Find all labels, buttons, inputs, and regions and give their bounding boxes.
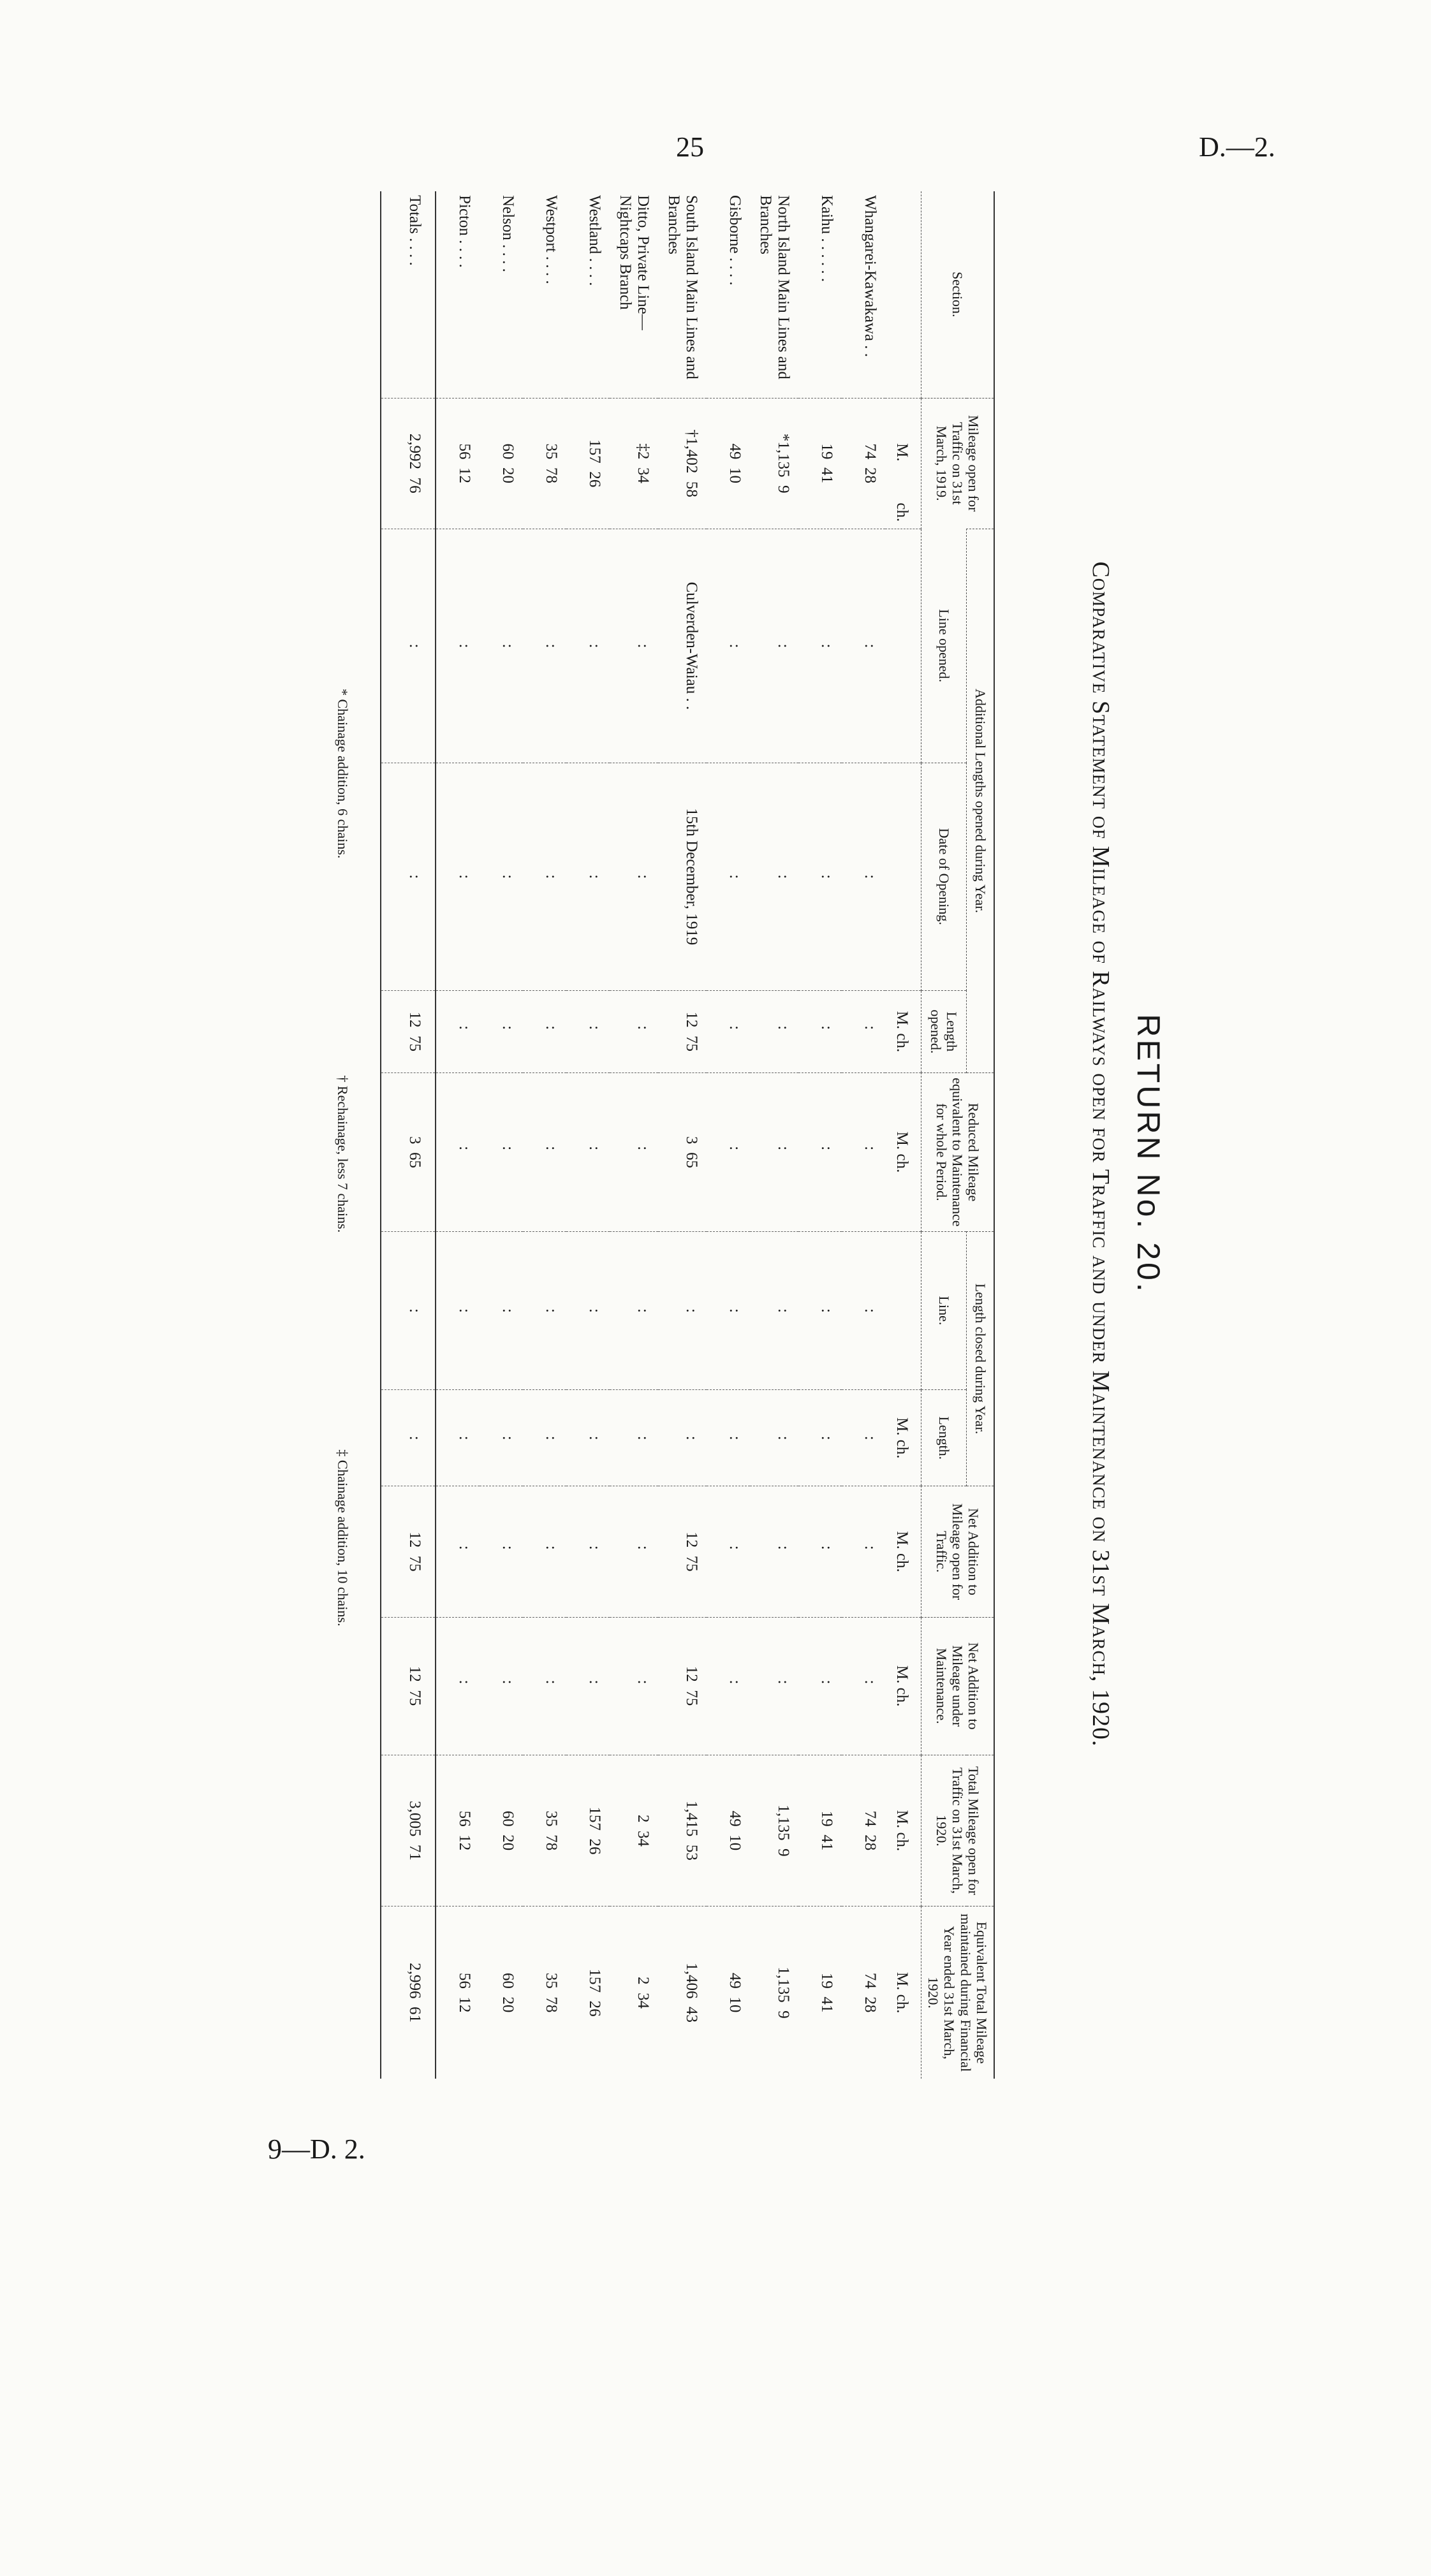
unit-ch: ch.	[893, 1553, 911, 1572]
miles-value: 1,135	[774, 1966, 792, 2003]
closed-line: :	[682, 1308, 700, 1313]
miles-value: 2,996	[406, 1963, 423, 1999]
miles-value: 60	[499, 1810, 517, 1827]
miles-value: :	[818, 1146, 835, 1151]
unit-ch: ch.	[893, 1153, 911, 1173]
header-closed-length: Length.	[921, 1390, 966, 1486]
miles-value: 2	[634, 1977, 652, 1985]
section-name: Whangarei-Kawakawa . .	[861, 195, 879, 358]
closed-length: :	[634, 1435, 652, 1440]
date-of-opening: :	[861, 874, 879, 879]
miles-value: 35	[542, 1810, 560, 1827]
miles-value: :	[634, 1025, 652, 1030]
header-net-maintenance: Net Addition to Mileage under Maintenance.	[921, 1617, 994, 1755]
miles-value: :	[818, 1680, 835, 1685]
chains-value: 61	[406, 2007, 423, 2023]
date-of-opening: :	[406, 874, 423, 879]
date-of-opening: :	[499, 874, 517, 879]
miles-value: :	[585, 1545, 603, 1550]
chains-value: 9	[774, 485, 792, 494]
table-row	[750, 191, 798, 2079]
miles-value: 49	[726, 443, 744, 460]
closed-length: :	[542, 1435, 560, 1440]
unit-m: M.	[893, 1131, 911, 1150]
closed-line: :	[774, 1308, 792, 1313]
miles-value: :	[861, 1680, 879, 1685]
miles-value: 19	[818, 1972, 835, 1989]
miles-value: :	[634, 1146, 652, 1151]
chains-value: 65	[682, 1152, 700, 1168]
line-opened: :	[499, 643, 517, 648]
table-row	[707, 191, 750, 2079]
return-subtitle: Comparative Statement of Mileage of Railways open for Traffic and under Maintenance on 31st March, 1920.	[1087, 561, 1114, 1747]
miles-value: 12	[682, 1532, 700, 1548]
miles-value: :	[499, 1146, 517, 1151]
miles-value: †1,402	[682, 429, 700, 474]
line-opened: Culverden-Waiau . .	[682, 582, 700, 710]
unit-m: M.	[893, 1011, 911, 1030]
unit-ch: ch.	[893, 1832, 911, 1852]
rotated-return-block	[198, 172, 1180, 2136]
header-net-traffic: Net Addition to Mileage open for Traffic.	[921, 1486, 994, 1617]
closed-line: :	[634, 1308, 652, 1313]
closed-length: :	[455, 1435, 473, 1440]
unit-ch: ch.	[893, 502, 911, 522]
miles-value: :	[774, 1680, 792, 1685]
miles-value: :	[818, 1545, 835, 1550]
table-row	[480, 191, 523, 2079]
miles-value: 3,005	[406, 1801, 423, 1837]
table-row	[658, 191, 707, 2079]
header-date-opening: Date of Opening.	[921, 763, 966, 990]
miles-value: :	[499, 1025, 517, 1030]
miles-value: :	[585, 1146, 603, 1151]
chains-value: 9	[774, 1848, 792, 1857]
closed-length: :	[818, 1435, 835, 1440]
closed-line: :	[406, 1308, 423, 1313]
miles-value: 12	[682, 1665, 700, 1682]
unit-m: M.	[893, 1810, 911, 1829]
section-name: Westland . . . .	[585, 195, 603, 286]
miles-value: :	[634, 1545, 652, 1550]
table-row	[436, 191, 480, 2079]
miles-value: 12	[682, 1011, 700, 1028]
closed-length: :	[585, 1435, 603, 1440]
miles-value: :	[818, 1025, 835, 1030]
chains-value: 75	[682, 1690, 700, 1706]
table-row	[798, 191, 842, 2079]
section-name: Picton . . . .	[455, 195, 473, 268]
line-opened: :	[585, 643, 603, 648]
header-line-opened: Line opened.	[921, 529, 966, 763]
closed-line: :	[499, 1308, 517, 1313]
footnote: † Rechainage, less 7 chains.	[335, 1075, 351, 1233]
chains-value: 75	[406, 1690, 423, 1706]
miles-value: 12	[406, 1665, 423, 1682]
return-title: RETURN No. 20.	[1131, 1014, 1166, 1294]
chains-value: 20	[499, 1834, 517, 1851]
miles-value: 49	[726, 1972, 744, 1989]
closed-length: :	[499, 1435, 517, 1440]
header-equivalent: Equivalent Total Mileage maintained during Financial Year ended 31st March, 1920.	[921, 1906, 994, 2079]
miles-value: 2	[634, 1815, 652, 1823]
closed-length: :	[774, 1435, 792, 1440]
table-body	[381, 191, 921, 2079]
chains-value: 12	[455, 1834, 473, 1851]
chains-value: 12	[455, 467, 473, 483]
miles-value: 157	[585, 439, 603, 464]
table-row	[566, 191, 610, 2079]
chains-value: 78	[542, 1996, 560, 2013]
closed-length: :	[726, 1435, 744, 1440]
miles-value: :	[455, 1545, 473, 1550]
line-opened: :	[861, 643, 879, 648]
date-of-opening: :	[585, 874, 603, 879]
miles-value: 74	[861, 443, 879, 460]
chains-value: 26	[585, 471, 603, 488]
units-row	[885, 191, 921, 2079]
line-opened: :	[774, 643, 792, 648]
date-of-opening: 15th December, 1919	[682, 808, 700, 946]
miles-value: :	[542, 1025, 560, 1030]
chains-value: 26	[585, 2000, 603, 2017]
closed-line: :	[455, 1308, 473, 1313]
chains-value: 53	[682, 1844, 700, 1861]
section-name: Gisborne . . . .	[726, 195, 744, 286]
chains-value: 28	[861, 1996, 879, 2013]
chains-value: 75	[406, 1555, 423, 1572]
miles-value: :	[455, 1146, 473, 1151]
miles-value: :	[726, 1146, 744, 1151]
miles-value: 157	[585, 1806, 603, 1831]
miles-value: 3	[406, 1136, 423, 1145]
miles-value: 12	[406, 1532, 423, 1548]
miles-value: 1,406	[682, 1963, 700, 1999]
section-name: Kaihu . . . . . .	[818, 195, 835, 282]
closed-length: :	[861, 1435, 879, 1440]
footnotes	[334, 191, 351, 2576]
chains-value: 10	[726, 467, 744, 483]
chains-value: 34	[634, 467, 652, 483]
section-name: Westport . . . .	[542, 195, 560, 284]
chains-value: 75	[682, 1555, 700, 1572]
chains-value: 10	[726, 1996, 744, 2013]
document-reference: D.—2.	[1199, 131, 1275, 163]
miles-value: :	[585, 1025, 603, 1030]
header-section: Section.	[921, 191, 994, 398]
chains-value: 75	[406, 1036, 423, 1052]
miles-value: 74	[861, 1972, 879, 1989]
closed-line: :	[726, 1308, 744, 1313]
miles-value: 12	[406, 1011, 423, 1028]
miles-value: :	[774, 1545, 792, 1550]
chains-value: 41	[818, 1996, 835, 2013]
date-of-opening: :	[818, 874, 835, 879]
chains-value: 34	[634, 1993, 652, 2009]
miles-value: *1,135	[774, 433, 792, 478]
unit-ch: ch.	[893, 1994, 911, 2014]
unit-ch: ch.	[893, 1033, 911, 1053]
header-additional: Additional Lengths opened during Year.	[967, 529, 994, 1072]
section-name: Ditto, Private Line—Nightcaps Branch	[616, 195, 652, 330]
header-closed-line: Line.	[921, 1231, 966, 1389]
miles-value: 56	[455, 1810, 473, 1827]
heading	[1087, 172, 1167, 2136]
miles-value: :	[542, 1680, 560, 1685]
miles-value: :	[499, 1545, 517, 1550]
date-of-opening: :	[455, 874, 473, 879]
chains-value: 26	[585, 1838, 603, 1855]
miles-value: :	[585, 1680, 603, 1685]
chains-value: 75	[682, 1036, 700, 1052]
miles-value: :	[861, 1025, 879, 1030]
chains-value: 78	[542, 1834, 560, 1851]
date-of-opening: :	[542, 874, 560, 879]
section-name: Nelson . . . .	[499, 195, 517, 272]
miles-value: :	[861, 1545, 879, 1550]
miles-value: 3	[682, 1136, 700, 1145]
line-opened: :	[818, 643, 835, 648]
unit-m: M.	[893, 1531, 911, 1549]
chains-value: 78	[542, 467, 560, 483]
footnote: * Chainage addition, 6 chains.	[335, 689, 351, 859]
closed-line: :	[542, 1308, 560, 1313]
date-of-opening: :	[634, 874, 652, 879]
line-opened: :	[542, 643, 560, 648]
date-of-opening: :	[774, 874, 792, 879]
chains-value: 76	[406, 477, 423, 494]
miles-value: :	[634, 1680, 652, 1685]
closed-line: :	[585, 1308, 603, 1313]
miles-value: ‡2	[634, 443, 652, 460]
miles-value: 49	[726, 1810, 744, 1827]
section-name: Totals . . . .	[406, 195, 423, 266]
miles-value: 19	[818, 443, 835, 460]
unit-m: M.	[893, 1417, 911, 1436]
miles-value: 56	[455, 443, 473, 460]
chains-value: 28	[861, 467, 879, 483]
closed-length: :	[682, 1435, 700, 1440]
miles-value: 74	[861, 1810, 879, 1827]
table-row	[842, 191, 885, 2079]
miles-value: 60	[499, 443, 517, 460]
miles-value: :	[542, 1545, 560, 1550]
section-name: South Island Main Lines and Branches	[664, 195, 700, 379]
miles-value: :	[455, 1025, 473, 1030]
chains-value: 28	[861, 1834, 879, 1851]
chains-value: 43	[682, 2007, 700, 2023]
miles-value: :	[499, 1680, 517, 1685]
table-row	[610, 191, 658, 2079]
signature-mark: 9—D. 2.	[268, 2133, 365, 2165]
closed-length: :	[406, 1435, 423, 1440]
miles-value: 19	[818, 1810, 835, 1827]
miles-value: :	[861, 1146, 879, 1151]
unit-m: M.	[893, 1665, 911, 1684]
mileage-table	[380, 191, 995, 2079]
table-row	[523, 191, 566, 2079]
miles-value: :	[455, 1680, 473, 1685]
header-reduced: Reduced Mileage equivalent to Maintenance for whole Period.	[921, 1073, 994, 1231]
miles-value: 157	[585, 1968, 603, 1993]
line-opened: :	[726, 643, 744, 648]
chains-value: 9	[774, 2010, 792, 2019]
line-opened: :	[455, 643, 473, 648]
miles-value: :	[726, 1545, 744, 1550]
chains-value: 20	[499, 1996, 517, 2013]
miles-value: 2,992	[406, 433, 423, 470]
chains-value: 10	[726, 1834, 744, 1851]
closed-line: :	[861, 1308, 879, 1313]
chains-value: 34	[634, 1831, 652, 1847]
miles-value: 35	[542, 443, 560, 460]
header-total-traffic: Total Mileage open for Traffic on 31st March, 1920.	[921, 1755, 994, 1906]
footnote: ‡ Chainage addition, 10 chains.	[335, 1449, 351, 1627]
unit-m: M.	[893, 1972, 911, 1991]
unit-m: M.	[893, 443, 911, 462]
miles-value: 56	[455, 1972, 473, 1989]
miles-value: :	[774, 1025, 792, 1030]
miles-value: 1,135	[774, 1804, 792, 1841]
miles-value: :	[542, 1146, 560, 1151]
closed-line: :	[818, 1308, 835, 1313]
section-name: North Island Main Lines and Branches	[756, 195, 792, 379]
totals-row	[381, 191, 436, 2079]
chains-value: 12	[455, 1996, 473, 2013]
miles-value: 35	[542, 1972, 560, 1989]
header-length-opened: Length opened.	[921, 990, 966, 1073]
chains-value: 58	[682, 481, 700, 497]
chains-value: 41	[818, 1834, 835, 1851]
chains-value: 20	[499, 467, 517, 483]
date-of-opening: :	[726, 874, 744, 879]
page-number: 25	[676, 131, 704, 163]
miles-value: :	[774, 1146, 792, 1151]
line-opened: :	[406, 643, 423, 648]
chains-value: 41	[818, 467, 835, 483]
chains-value: 65	[406, 1152, 423, 1168]
header-mileage-1919: Mileage open for Traffic on 31st March, 1919.	[921, 398, 994, 529]
miles-value: :	[726, 1680, 744, 1685]
unit-ch: ch.	[893, 1439, 911, 1459]
unit-ch: ch.	[893, 1687, 911, 1707]
miles-value: :	[726, 1025, 744, 1030]
header-closed: Length closed during Year.	[967, 1231, 994, 1486]
chains-value: 71	[406, 1844, 423, 1861]
miles-value: 60	[499, 1972, 517, 1989]
miles-value: 1,415	[682, 1801, 700, 1837]
line-opened: :	[634, 643, 652, 648]
